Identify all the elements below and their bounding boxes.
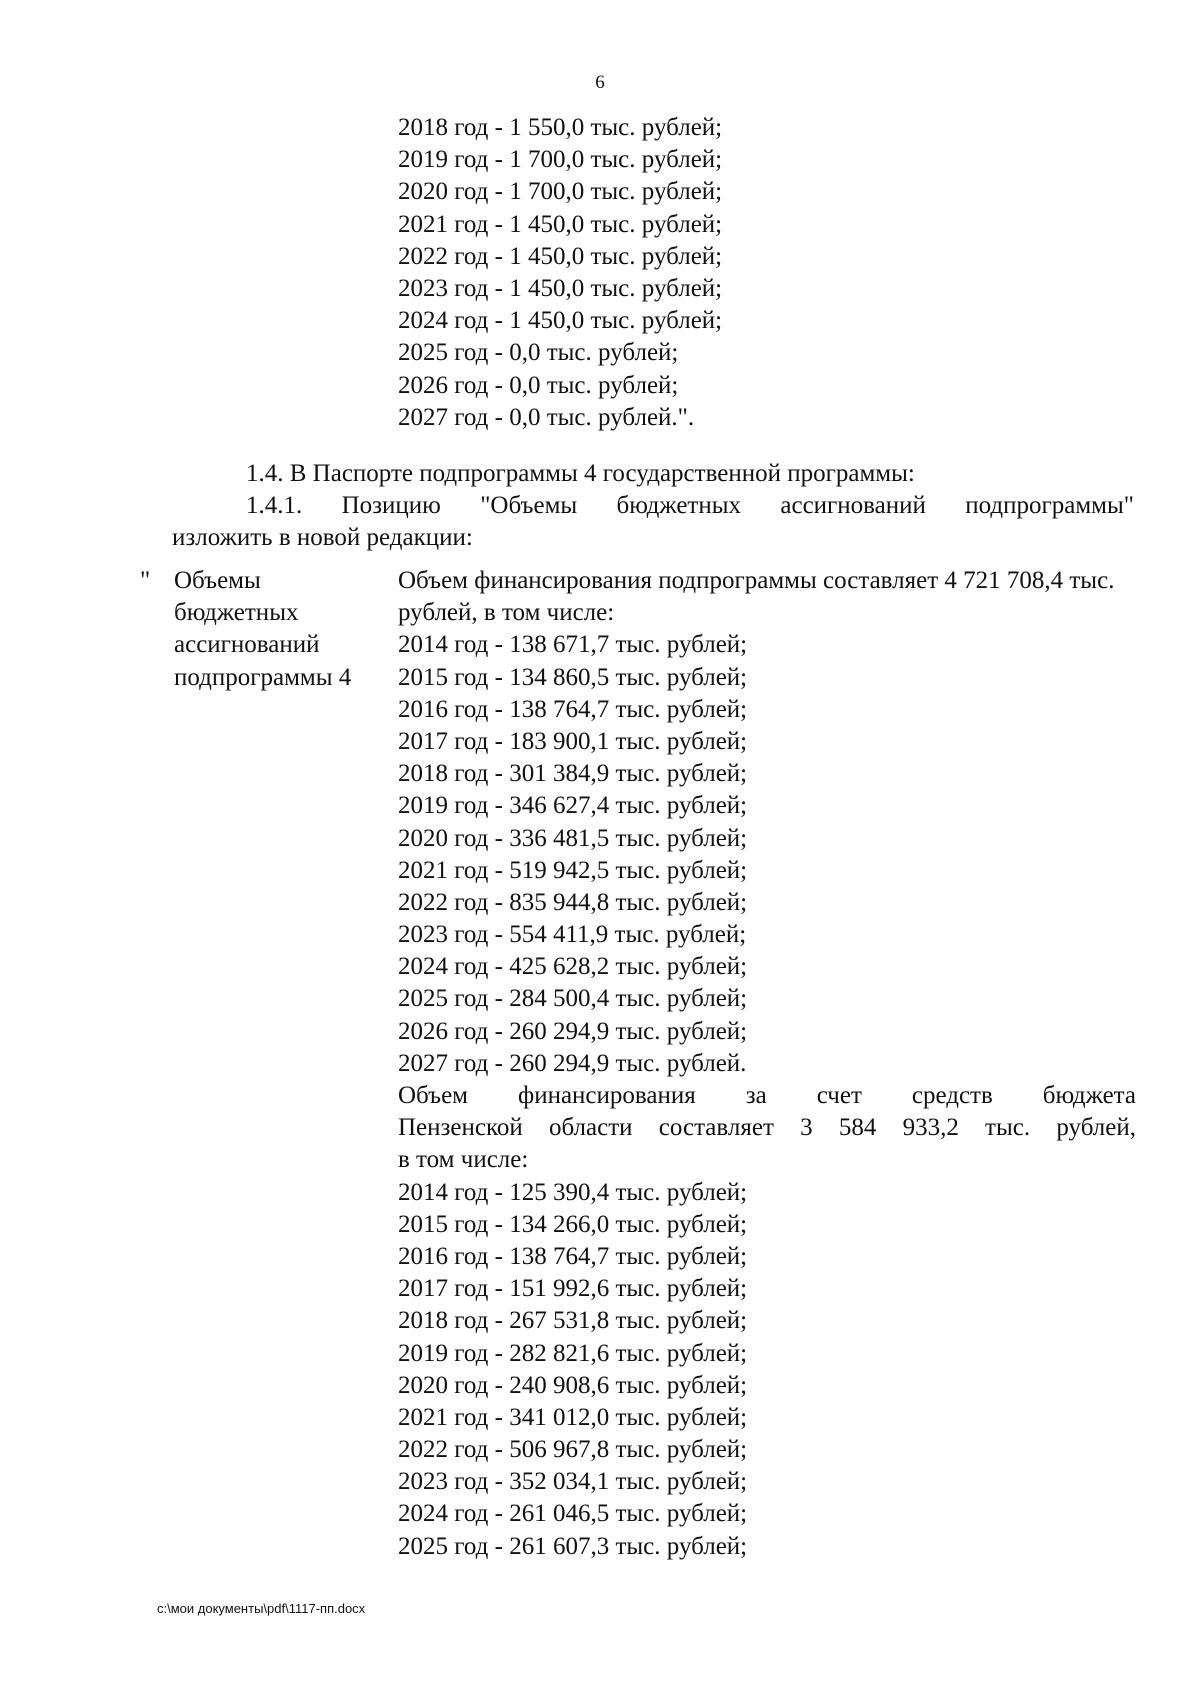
list-item: 2018 год - 301 384,9 тыс. рублей; (398, 760, 748, 788)
position-label-line: подпрограммы 4 (174, 663, 352, 691)
list-item: 2021 год - 1 450,0 тыс. рублей; (398, 210, 723, 238)
list-item: 2025 год - 284 500,4 тыс. рублей; (398, 985, 748, 1013)
list-item: 2017 год - 183 900,1 тыс. рублей; (398, 727, 748, 755)
paragraph-1-4: 1.4. В Паспорте подпрограммы 4 государственной программы: (246, 460, 915, 487)
total-funding-statement-cont: рублей, в том числе: (398, 599, 615, 627)
list-item: 2024 год - 1 450,0 тыс. рублей; (398, 307, 723, 335)
list-item: 2025 год - 0,0 тыс. рублей; (398, 339, 679, 367)
list-item: 2022 год - 835 944,8 тыс. рублей; (398, 888, 748, 916)
regional-funding-statement: Объем финансирования за счет средств бюджета (398, 1082, 1136, 1109)
list-item: 2018 год - 267 531,8 тыс. рублей; (398, 1307, 748, 1335)
list-item: 2023 год - 352 034,1 тыс. рублей; (398, 1468, 748, 1496)
regional-funding-statement-end: в том числе: (398, 1146, 529, 1174)
list-item: 2015 год - 134 266,0 тыс. рублей; (398, 1210, 748, 1238)
position-value-column (398, 565, 1136, 1563)
list-item: 2026 год - 0,0 тыс. рублей; (398, 371, 679, 399)
list-item: 2014 год - 138 671,7 тыс. рублей; (398, 631, 748, 659)
list-item: 2022 год - 506 967,8 тыс. рублей; (398, 1436, 748, 1464)
list-item: 2026 год - 260 294,9 тыс. рублей; (398, 1017, 748, 1045)
position-label-column (174, 565, 351, 694)
list-item: 2020 год - 1 700,0 тыс. рублей; (398, 178, 723, 206)
position-label-line: ассигнований (174, 631, 320, 659)
list-item: 2023 год - 1 450,0 тыс. рублей; (398, 274, 723, 302)
list-item: 2024 год - 425 628,2 тыс. рублей; (398, 953, 748, 981)
list-item: 2027 год - 260 294,9 тыс. рублей. (398, 1049, 747, 1077)
position-label-line: бюджетных (174, 599, 299, 627)
list-item: 2024 год - 261 046,5 тыс. рублей; (398, 1500, 748, 1528)
list-item: 2016 год - 138 764,7 тыс. рублей; (398, 695, 748, 723)
list-item: 2020 год - 240 908,6 тыс. рублей; (398, 1371, 748, 1399)
list-item: 2019 год - 282 821,6 тыс. рублей; (398, 1339, 748, 1367)
list-item: 2023 год - 554 411,9 тыс. рублей; (398, 921, 747, 949)
list-item: 2021 год - 341 012,0 тыс. рублей; (398, 1403, 748, 1431)
list-item: 2025 год - 261 607,3 тыс. рублей; (398, 1532, 748, 1560)
opening-quote-mark: " (140, 567, 151, 594)
list-item: 2021 год - 519 942,5 тыс. рублей; (398, 856, 748, 884)
footer-file-path: c:\мои документы\pdf\1117-пп.docx (157, 1601, 366, 1616)
list-item: 2018 год - 1 550,0 тыс. рублей; (398, 114, 723, 141)
list-item: 2022 год - 1 450,0 тыс. рублей; (398, 242, 723, 270)
position-label-line: Объемы (174, 567, 261, 594)
list-item: 2016 год - 138 764,7 тыс. рублей; (398, 1242, 748, 1270)
total-funding-statement: Объем финансирования подпрограммы составляет 4 721 708,4 тыс. (398, 567, 1115, 594)
regional-funding-statement-cont: Пензенской области составляет 3 584 933,2 тыс. рублей, (398, 1114, 1136, 1142)
page-number: 6 (595, 72, 605, 93)
list-item: 2017 год - 151 992,6 тыс. рублей; (398, 1275, 748, 1303)
list-item: 2015 год - 134 860,5 тыс. рублей; (398, 663, 748, 691)
list-item: 2019 год - 1 700,0 тыс. рублей; (398, 146, 723, 174)
list-item: 2014 год - 125 390,4 тыс. рублей; (398, 1178, 748, 1206)
list-item: 2020 год - 336 481,5 тыс. рублей; (398, 824, 748, 852)
list-item: 2027 год - 0,0 тыс. рублей.". (398, 403, 695, 431)
paragraph-1-4-1: 1.4.1. Позицию "Объемы бюджетных ассигнований подпрограммы" (246, 492, 1134, 519)
paragraph-1-4-1-continuation: изложить в новой редакции: (172, 524, 473, 551)
list-item: 2019 год - 346 627,4 тыс. рублей; (398, 792, 748, 820)
top-funding-list (398, 112, 722, 434)
